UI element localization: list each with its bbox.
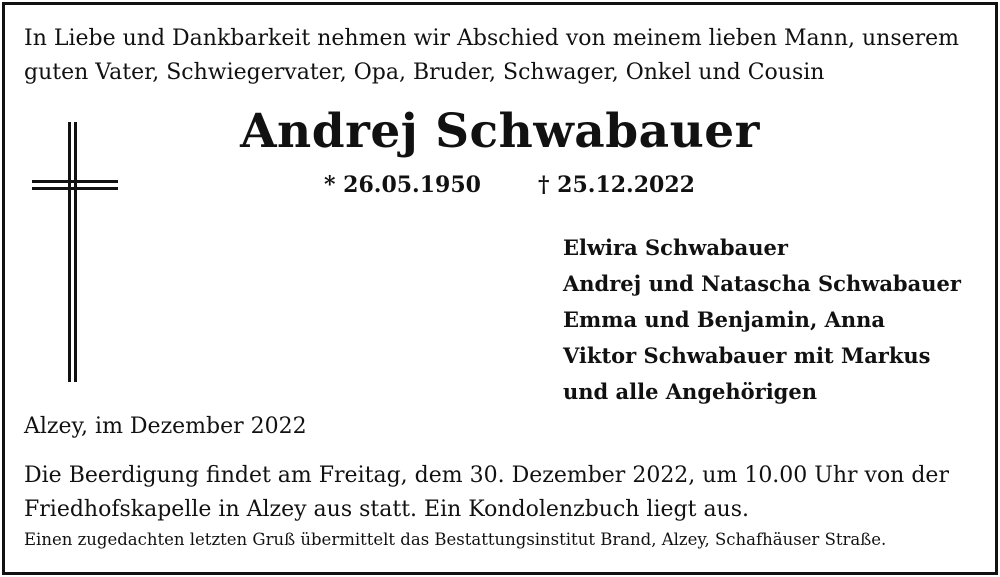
mourners-list <box>563 230 961 410</box>
place-and-date: Alzey, im Dezember 2022 <box>24 414 307 439</box>
funeral-info-line-1: Die Beerdigung findet am Freitag, dem 30. Dezember 2022, um 10.00 Uhr von der <box>24 463 949 488</box>
mourner-item: Elwira Schwabauer <box>563 235 788 260</box>
death-date: † 25.12.2022 <box>538 172 695 198</box>
funeral-info-line-2: Friedhofskapelle in Alzey aus statt. Ein Kondolenzbuch liegt aus. <box>24 497 750 522</box>
mourner-item: und alle Angehörigen <box>563 379 817 404</box>
cross-icon <box>30 122 120 382</box>
mourner-item: Viktor Schwabauer mit Markus <box>563 343 931 368</box>
mourner-item: Emma und Benjamin, Anna <box>563 307 886 332</box>
mourner-item: Andrej und Natascha Schwabauer <box>563 271 961 296</box>
intro-line-2: guten Vater, Schwiegervater, Opa, Bruder, Schwager, Onkel und Cousin <box>24 60 825 85</box>
undertaker-note: Einen zugedachten letzten Gruß übermittelt das Bestattungsinstitut Brand, Alzey, Schafhäuser Straße. <box>24 530 887 549</box>
deceased-name: Andrej Schwabauer <box>240 104 760 159</box>
intro-line-1: In Liebe und Dankbarkeit nehmen wir Abschied von meinem lieben Mann, unserem <box>24 26 960 51</box>
birth-date: * 26.05.1950 <box>324 172 481 198</box>
